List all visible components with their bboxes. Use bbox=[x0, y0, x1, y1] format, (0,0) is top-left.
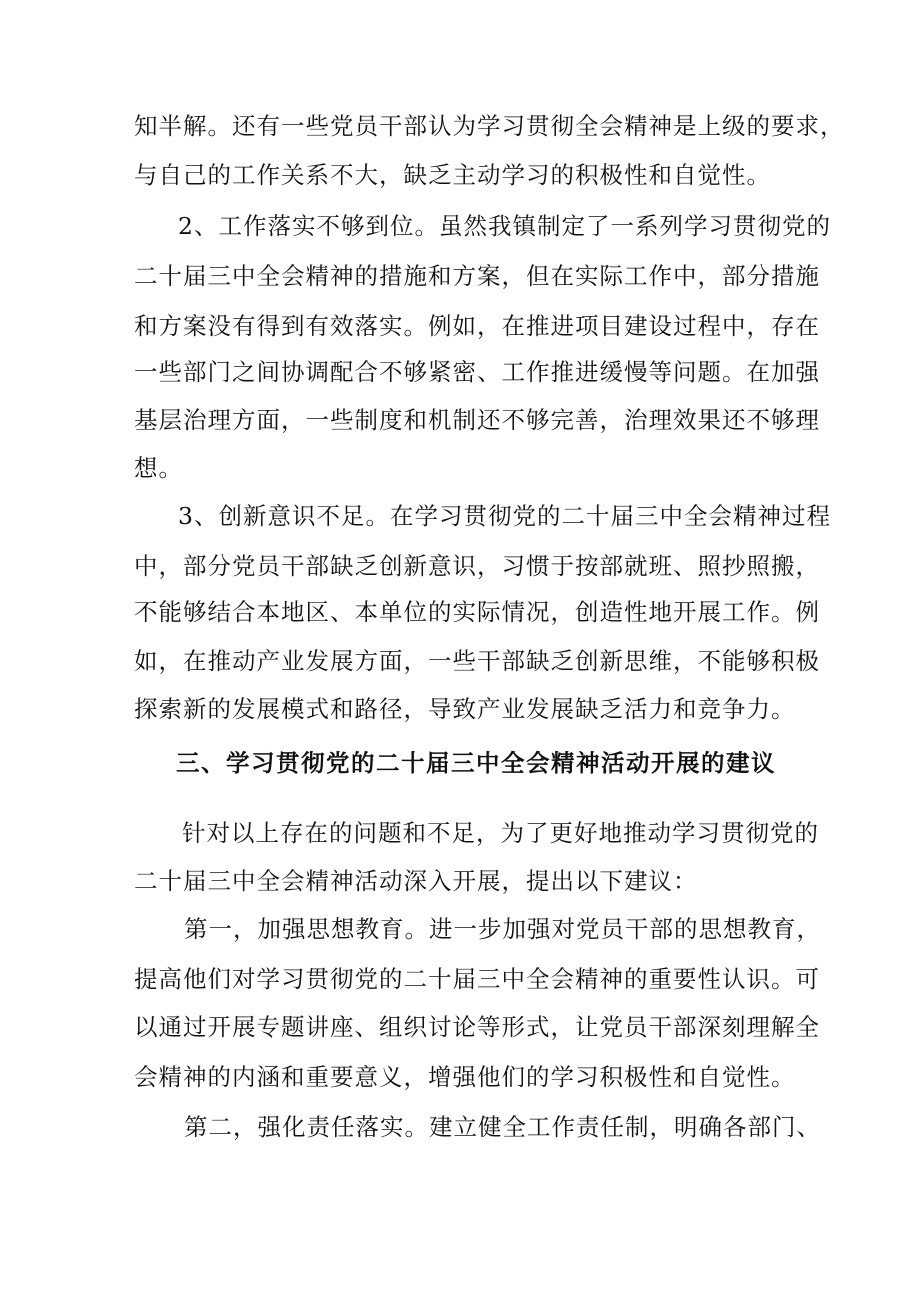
text-line: 如，在推动产业发展方面，一些干部缺乏创新思维，不能够积极 bbox=[134, 647, 820, 675]
text-line: 探索新的发展模式和路径，导致产业发展缺乏活力和竞争力。 bbox=[134, 695, 796, 723]
text-line: 和方案没有得到有效落实。例如，在推进项目建设过程中，存在 bbox=[134, 312, 820, 340]
text-line: 与自己的工作关系不大，缺乏主动学习的积极性和自觉性。 bbox=[134, 161, 771, 189]
paragraph-intro-line: 针对以上存在的问题和不足，为了更好地推动学习贯彻党的 bbox=[182, 819, 819, 847]
text-line: 想。 bbox=[134, 454, 183, 482]
section-heading: 三、学习贯彻党的二十届三中全会精神活动开展的建议 bbox=[176, 749, 776, 777]
text-line: 二十届三中全会精神的措施和方案，但在实际工作中，部分措施 bbox=[134, 262, 820, 290]
paragraph-second-line: 第二，强化责任落实。建立健全工作责任制，明确各部门、 bbox=[184, 1113, 821, 1141]
text-line: 知半解。还有一些党员干部认为学习贯彻全会精神是上级的要求， bbox=[134, 112, 845, 140]
text-line: 会精神的内涵和重要意义，增强他们的学习积极性和自觉性。 bbox=[134, 1063, 796, 1091]
text-line: 以通过开展专题讲座、组织讨论等形式，让党员干部深刻理解全 bbox=[134, 1013, 820, 1041]
text-line: 基层治理方面，一些制度和机制还不够完善，治理效果还不够理 bbox=[134, 406, 820, 434]
text-line: 提高他们对学习贯彻党的二十届三中全会精神的重要性认识。可 bbox=[134, 965, 820, 993]
text-line: 中，部分党员干部缺乏创新意识，习惯于按部就班、照抄照搬， bbox=[134, 552, 820, 580]
paragraph-3-line: 3、创新意识不足。在学习贯彻党的二十届三中全会精神过程 bbox=[178, 502, 831, 530]
text-line: 不能够结合本地区、本单位的实际情况，创造性地开展工作。例 bbox=[134, 598, 820, 626]
text-line: 一些部门之间协调配合不够紧密、工作推进缓慢等问题。在加强 bbox=[134, 358, 820, 386]
paragraph-2-line: 2、工作落实不够到位。虽然我镇制定了一系列学习贯彻党的 bbox=[178, 212, 831, 240]
paragraph-first-line: 第一，加强思想教育。进一步加强对党员干部的思想教育， bbox=[184, 915, 821, 943]
text-line: 二十届三中全会精神活动深入开展，提出以下建议： bbox=[134, 867, 698, 895]
